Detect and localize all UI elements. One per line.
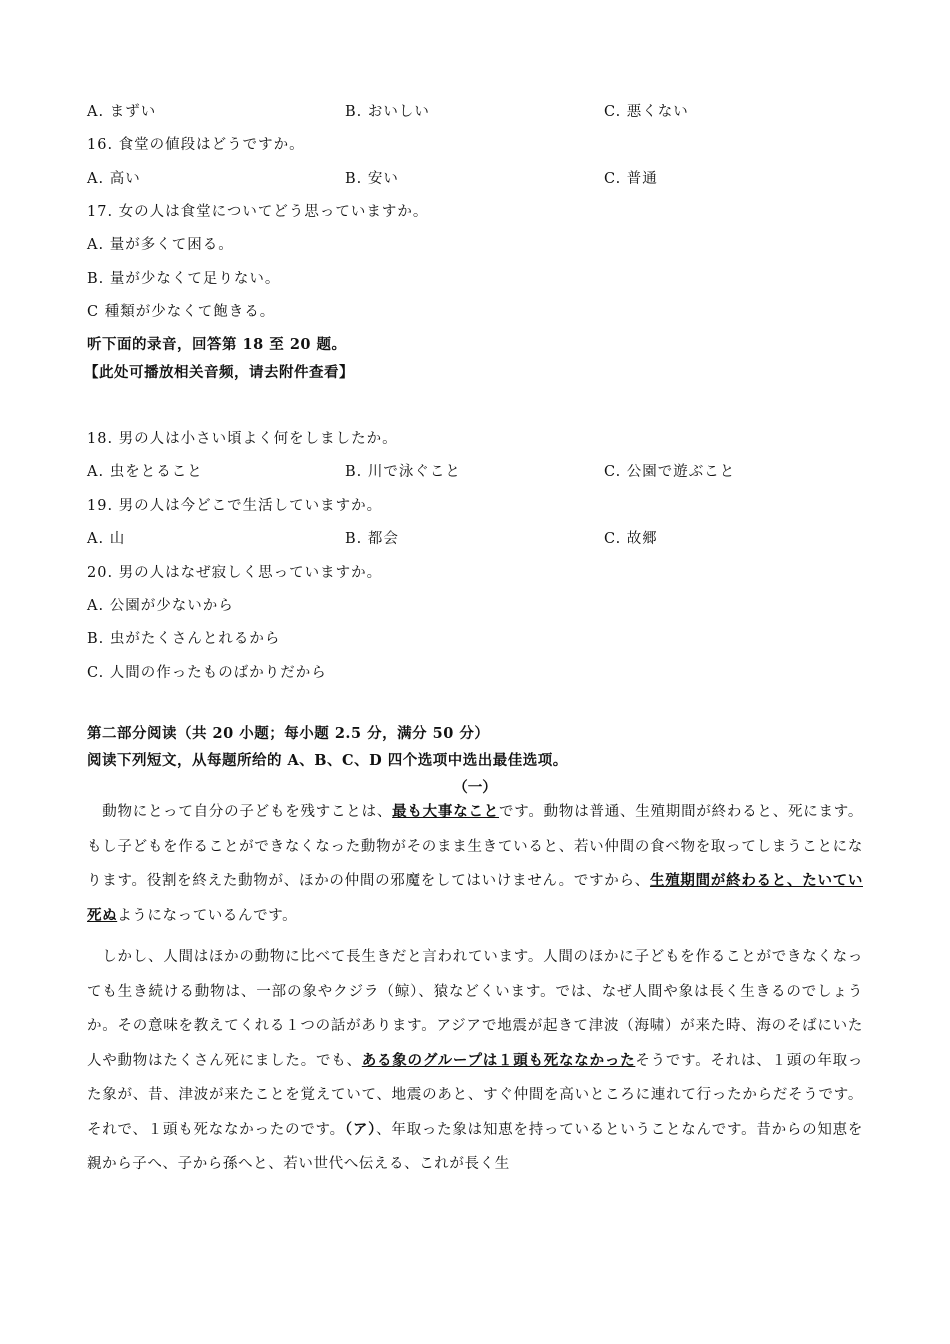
part2-instruction: 阅读下列短文，从每题所给的 A、B、C、D 四个选项中选出最佳选项。 <box>87 752 568 769</box>
passage-paragraph-2 <box>87 940 863 1182</box>
q16-option-c: C. 普通 <box>604 171 658 187</box>
listen-instruction: 听下面的录音，回答第 18 至 20 题。 <box>87 336 347 353</box>
q15-option-b: B. おいしい <box>345 104 430 120</box>
p1-underline-2: 生殖期間が終わると、たいてい死ぬ <box>87 872 863 924</box>
q17-option-c: C 種類が少なくて飽きる。 <box>87 304 276 320</box>
q19-option-a: A. 山 <box>87 531 126 547</box>
q19-option-c: C. 故郷 <box>604 531 658 547</box>
q18-option-b: B. 川で泳ぐこと <box>345 464 461 480</box>
q20-option-b: B. 虫がたくさんとれるから <box>87 631 281 647</box>
part2-title: 第二部分阅读（共 20 小题；每小题 2.5 分，满分 50 分） <box>87 725 490 742</box>
q15-option-a: A. まずい <box>87 104 157 120</box>
q18-option-c: C. 公園で遊ぶこと <box>604 464 736 480</box>
q20-option-c: C. 人間の作ったものばかりだから <box>87 665 327 681</box>
p2-text-c: 、年取った象は知恵を持っているということなんです。昔からの知恵を親から子へ、子から孫へと、若い世代へ伝える、これが長く生 <box>87 1121 863 1172</box>
q15-option-c: C. 悪くない <box>604 104 689 120</box>
q17-option-b: B. 量が少なくて足りない。 <box>87 271 281 287</box>
q16-option-a: A. 高い <box>87 171 141 187</box>
audio-note: 【此处可播放相关音频，请去附件查看】 <box>84 364 354 381</box>
q20-option-a: A. 公園が少ないから <box>87 598 234 614</box>
p2-text-a: しかし、人間はほかの動物に比べて長生きだと言われています。人間のほかに子どもを作ることができなくなっても生き続ける動物は、一部の象やクジラ（鲸）、猿などくいます。では、なぜ人間や象は長く生きるのでしょうか。その意味を教えてくれる１つの話があります。アジアで地震が起きて津波（海啸）が来た時、海のそばにいた人や動物はたくさん死にました。でも、 <box>87 949 863 1069</box>
p1-text-a: 動物にとって自分の子どもを残すことは、 <box>87 804 393 820</box>
q16-option-b: B. 安い <box>345 171 399 187</box>
q20-question: 20. 男の人はなぜ寂しく思っていますか。 <box>87 565 383 581</box>
q18-option-a: A. 虫をとること <box>87 464 203 480</box>
blank-a: （ア） <box>344 1120 377 1138</box>
q19-option-b: B. 都会 <box>345 531 399 547</box>
p2-underline-1: ある象のグループは１頭も死ななかった <box>361 1051 636 1069</box>
q17-question: 17. 女の人は食堂についてどう思っていますか。 <box>87 204 429 220</box>
q16-question: 16. 食堂の値段はどうですか。 <box>87 137 305 153</box>
q18-question: 18. 男の人は小さい頃よく何をしましたか。 <box>87 431 398 447</box>
p2-text-b: そうです。それは、１頭の年取った象が、昔、津波が来たことを覚えていて、地震のあと、すぐ仲間を高いところに連れて行ったからだそうです。それで、１頭も死ななかったのです。 <box>87 1052 863 1138</box>
section-number: （一） <box>453 779 497 796</box>
p1-text-b: です。動物は普通、生殖期間が終わると、死にます。もし子どもを作ることができなくなった動物がそのまま生きていると、若い仲間の食べ物を取ってしまうことになります。役割を終えた動物が、ほかの仲間の邪魔をしてはいけません。ですから、 <box>87 804 863 889</box>
p1-text-c: ようになっているんです。 <box>117 907 298 924</box>
p1-underline-1: 最も大事なこと <box>392 803 499 820</box>
q19-question: 19. 男の人は今どこで生活していますか。 <box>87 498 383 514</box>
q17-option-a: A. 量が多くて困る。 <box>87 237 234 253</box>
passage-paragraph-1 <box>87 795 863 933</box>
